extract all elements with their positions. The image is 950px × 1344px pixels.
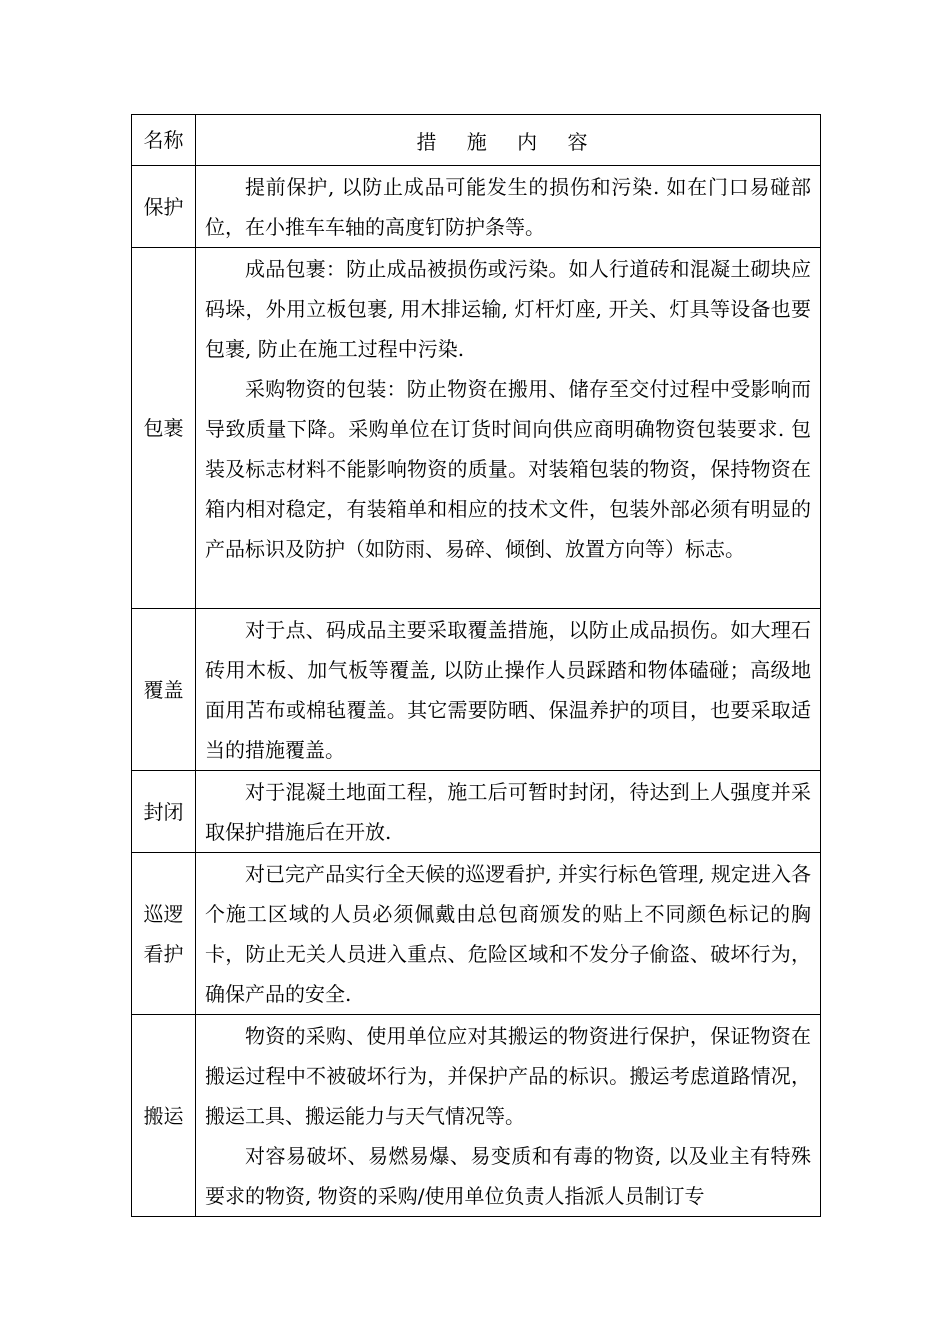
row-content: [196, 853, 821, 1015]
table-row: [132, 248, 821, 609]
row-name-line: 搬运: [143, 1103, 184, 1128]
header-name: 名称: [132, 115, 196, 166]
row-name-line: 包裹: [143, 416, 184, 440]
row-paragraph: 对已完产品实行全天候的巡逻看护, 并实行标色管理, 规定进入各个施工区域的人员必须佩戴由总包商颁发的贴上不同颜色标记的胸卡，防止无关人员进入重点、危险区域和不发分子偷盗、破坏行为，确保产品的安全.: [205, 862, 811, 1006]
row-content: [196, 248, 821, 609]
row-paragraph: 采购物资的包装：防止物资在搬用、储存至交付过程中受影响而导致质量下降。采购单位在订货时间向供应商明确物资包装要求. 包装及标志材料不能影响物资的质量。对装箱包装的物资，保持物资在箱内相对稳定，有装箱单和相应的技术文件，包装外部必须有明显的产品标识及防护（如防雨、易碎、倾倒、放置方向等）标志。: [205, 377, 811, 561]
header-content: 措 施 内 容: [196, 115, 821, 166]
protection-measures-table: [131, 114, 821, 1217]
row-paragraph: 对于点、码成品主要采取覆盖措施，以防止成品损伤。如大理石砖用木板、加气板等覆盖, 以防止操作人员踩踏和物体磕碰；高级地面用苫布或棉毡覆盖。其它需要防晒、保温养护的项目，也要采取适当的措施覆盖。: [205, 618, 811, 762]
table-row: [132, 609, 821, 771]
row-content: [196, 609, 821, 771]
table-row: [132, 1015, 821, 1217]
row-name-line: 保护: [143, 194, 184, 219]
table-row: [132, 166, 821, 248]
table-row: [132, 771, 821, 853]
row-name-seal: [132, 771, 196, 853]
row-name-wrap: [132, 248, 196, 609]
row-content: [196, 166, 821, 248]
row-paragraph: 提前保护, 以防止成品可能发生的损伤和污染. 如在门口易碰部位，在小推车车轴的高度钉防护条等。: [205, 175, 811, 239]
row-name-line: 封闭: [143, 799, 184, 824]
row-name-line: 覆盖: [143, 677, 184, 702]
row-paragraph: 成品包裹：防止成品被损伤或污染。如人行道砖和混凝土砌块应码垛，外用立板包裹, 用木排运输, 灯杆灯座, 开关、灯具等设备也要包裹, 防止在施工过程中污染.: [205, 257, 811, 361]
row-paragraph: 对于混凝土地面工程，施工后可暂时封闭，待达到上人强度并采取保护措施后在开放.: [205, 780, 811, 844]
row-name-line: 看护: [143, 941, 184, 966]
row-name-protect: [132, 166, 196, 248]
table-header-row: [132, 115, 821, 166]
row-name-patrol: [132, 853, 196, 1015]
table-row: [132, 853, 821, 1015]
row-name-transport: [132, 1015, 196, 1217]
row-content: [196, 1015, 821, 1217]
row-paragraph: 对容易破坏、易燃易爆、易变质和有毒的物资, 以及业主有特殊要求的物资, 物资的采购/使用单位负责人指派人员制订专: [205, 1144, 811, 1208]
row-paragraph: 物资的采购、使用单位应对其搬运的物资进行保护，保证物资在搬运过程中不被破坏行为，并保护产品的标识。搬运考虑道路情况，搬运工具、搬运能力与天气情况等。: [205, 1024, 811, 1128]
row-content: [196, 771, 821, 853]
row-name-line: 巡逻: [143, 901, 184, 926]
row-name-cover: [132, 609, 196, 771]
